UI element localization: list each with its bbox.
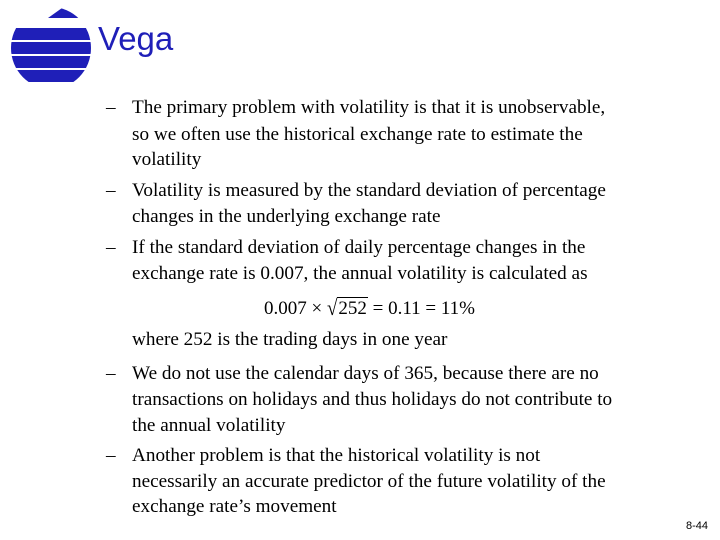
- bullet-line: the annual volatility: [132, 415, 286, 436]
- bullet-line: volatility: [132, 149, 202, 170]
- bullet-line: We do not use the calendar days of 365, because there are no: [132, 363, 599, 384]
- continuation-text: where 252 is the trading days in one year: [132, 329, 448, 350]
- formula-daily-sd: 0.007: [264, 298, 307, 319]
- bullet-line: If the standard deviation of daily percentage changes in the: [132, 237, 586, 258]
- formula-sqrt-sign: √: [326, 296, 338, 321]
- volatility-formula: [264, 296, 476, 321]
- bullet-dash: –: [106, 180, 116, 201]
- slide-title: Vega: [98, 20, 174, 57]
- bullet-dash: –: [106, 237, 116, 258]
- bullet-line: transactions on holidays and thus holidays do not contribute to: [132, 389, 613, 410]
- bullet-dash: –: [106, 363, 116, 384]
- bullet-line: The primary problem with volatility is that it is unobservable,: [132, 97, 606, 118]
- formula-radicand: 252: [338, 298, 367, 319]
- bullet-line: Volatility is measured by the standard deviation of percentage: [132, 180, 606, 201]
- formula-result: = 0.11 = 11%: [372, 298, 476, 319]
- page-number: 8-44: [685, 520, 708, 532]
- bullet-line: changes in the underlying exchange rate: [132, 206, 441, 227]
- bullet-line: so we often use the historical exchange rate to estimate the: [132, 124, 583, 145]
- bullet-dash: –: [106, 97, 116, 118]
- bullet-line: exchange rate’s movement: [132, 496, 337, 517]
- bullet-dash: –: [106, 445, 116, 466]
- bullet-line: necessarily an accurate predictor of the future volatility of the: [132, 471, 606, 492]
- bullet-line: Another problem is that the historical volatility is not: [132, 445, 541, 466]
- bullet-line: exchange rate is 0.007, the annual volatility is calculated as: [132, 263, 588, 284]
- formula-times: ×: [311, 298, 323, 319]
